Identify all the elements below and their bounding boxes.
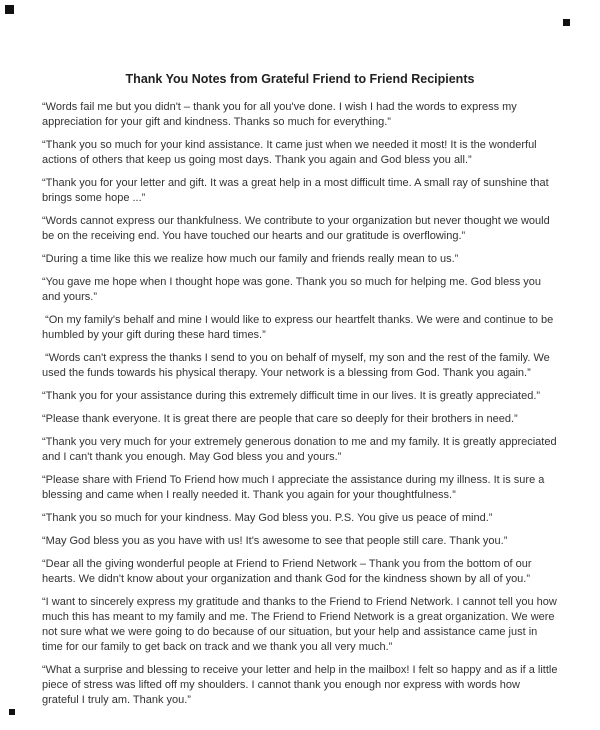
thank-you-note: “What a surprise and blessing to receive your letter and help in the mailbox! I felt so happy and as if a little piece of stress was lifted off my shoulders. I cannot thank you enough nor express with words how grateful I truly am. Thank you.” bbox=[42, 664, 561, 706]
thank-you-note: “On my family's behalf and mine I would like to express our heartfelt thanks. We were and continue to be humbled by your gift during these hard times.” bbox=[42, 314, 557, 341]
thank-you-note: “Please thank everyone. It is great there are people that care so deeply for their brothers in need.” bbox=[42, 413, 518, 425]
corner-mark-top-right bbox=[563, 19, 570, 26]
thank-you-note: “May God bless you as you have with us! It's awesome to see that people still care. Thank you.” bbox=[42, 535, 508, 547]
thank-you-note: “Dear all the giving wonderful people at Friend to Friend Network – Thank you from the bottom of our hearts. We didn't know about your organization and thank God for the kindness shown by all of you.” bbox=[42, 558, 535, 585]
corner-mark-top-left bbox=[5, 5, 14, 14]
thank-you-note: “I want to sincerely express my gratitude and thanks to the Friend to Friend Network. I cannot tell you how much this has meant to my family and me. The Friend to Friend Network is a great organization. We were not sure what we were going to do because of our situation, but your help and assistance came just in time for our family to get back on track and we thank you all very much.” bbox=[42, 596, 560, 653]
thank-you-note: “Thank you very much for your extremely generous donation to me and my family. It is greatly appreciated and I can't thank you enough. May God bless you and yours.” bbox=[42, 436, 560, 463]
thank-you-note: “You gave me hope when I thought hope was gone. Thank you so much for helping me. God bless you and yours.” bbox=[42, 276, 545, 303]
thank-you-note: “Thank you for your assistance during this extremely difficult time in our lives. It is greatly appreciated.” bbox=[42, 390, 541, 402]
thank-you-note: “Thank you so much for your kindness. May God bless you. P.S. You give us peace of mind.” bbox=[42, 512, 493, 524]
corner-mark-bottom-left bbox=[9, 709, 15, 715]
thank-you-note: “Words can't express the thanks I send to you on behalf of myself, my son and the rest of the family. We used the funds towards his physical therapy. Your network is a blessing from God. Thank you again.” bbox=[42, 352, 553, 379]
thank-you-note: “Please share with Friend To Friend how much I appreciate the assistance during my illness. It is sure a blessing and came when I really needed it. Thank you again for your thoughtfulness.” bbox=[42, 474, 548, 501]
thank-you-note: “During a time like this we realize how much our family and friends really mean to us.” bbox=[42, 253, 459, 265]
thank-you-note: “Thank you so much for your kind assistance. It came just when we needed it most! It is the wonderful actions of others that keep us going most days. Thank you again and God bless you all.” bbox=[42, 139, 540, 166]
page-title: Thank You Notes from Grateful Friend to Friend Recipients bbox=[125, 72, 475, 86]
thank-you-note: “Words fail me but you didn't – thank you for all you've done. I wish I had the words to express my appreciation for your gift and kindness. Thanks so much for everything.” bbox=[42, 101, 520, 128]
thank-you-note: “Thank you for your letter and gift. It was a great help in a most difficult time. A small ray of sunshine that brings some hope ...” bbox=[42, 177, 552, 204]
thank-you-note: “Words cannot express our thankfulness. We contribute to your organization but never thought we would be on the receiving end. You have touched our hearts and our gratitude is overflowing.” bbox=[42, 215, 553, 242]
